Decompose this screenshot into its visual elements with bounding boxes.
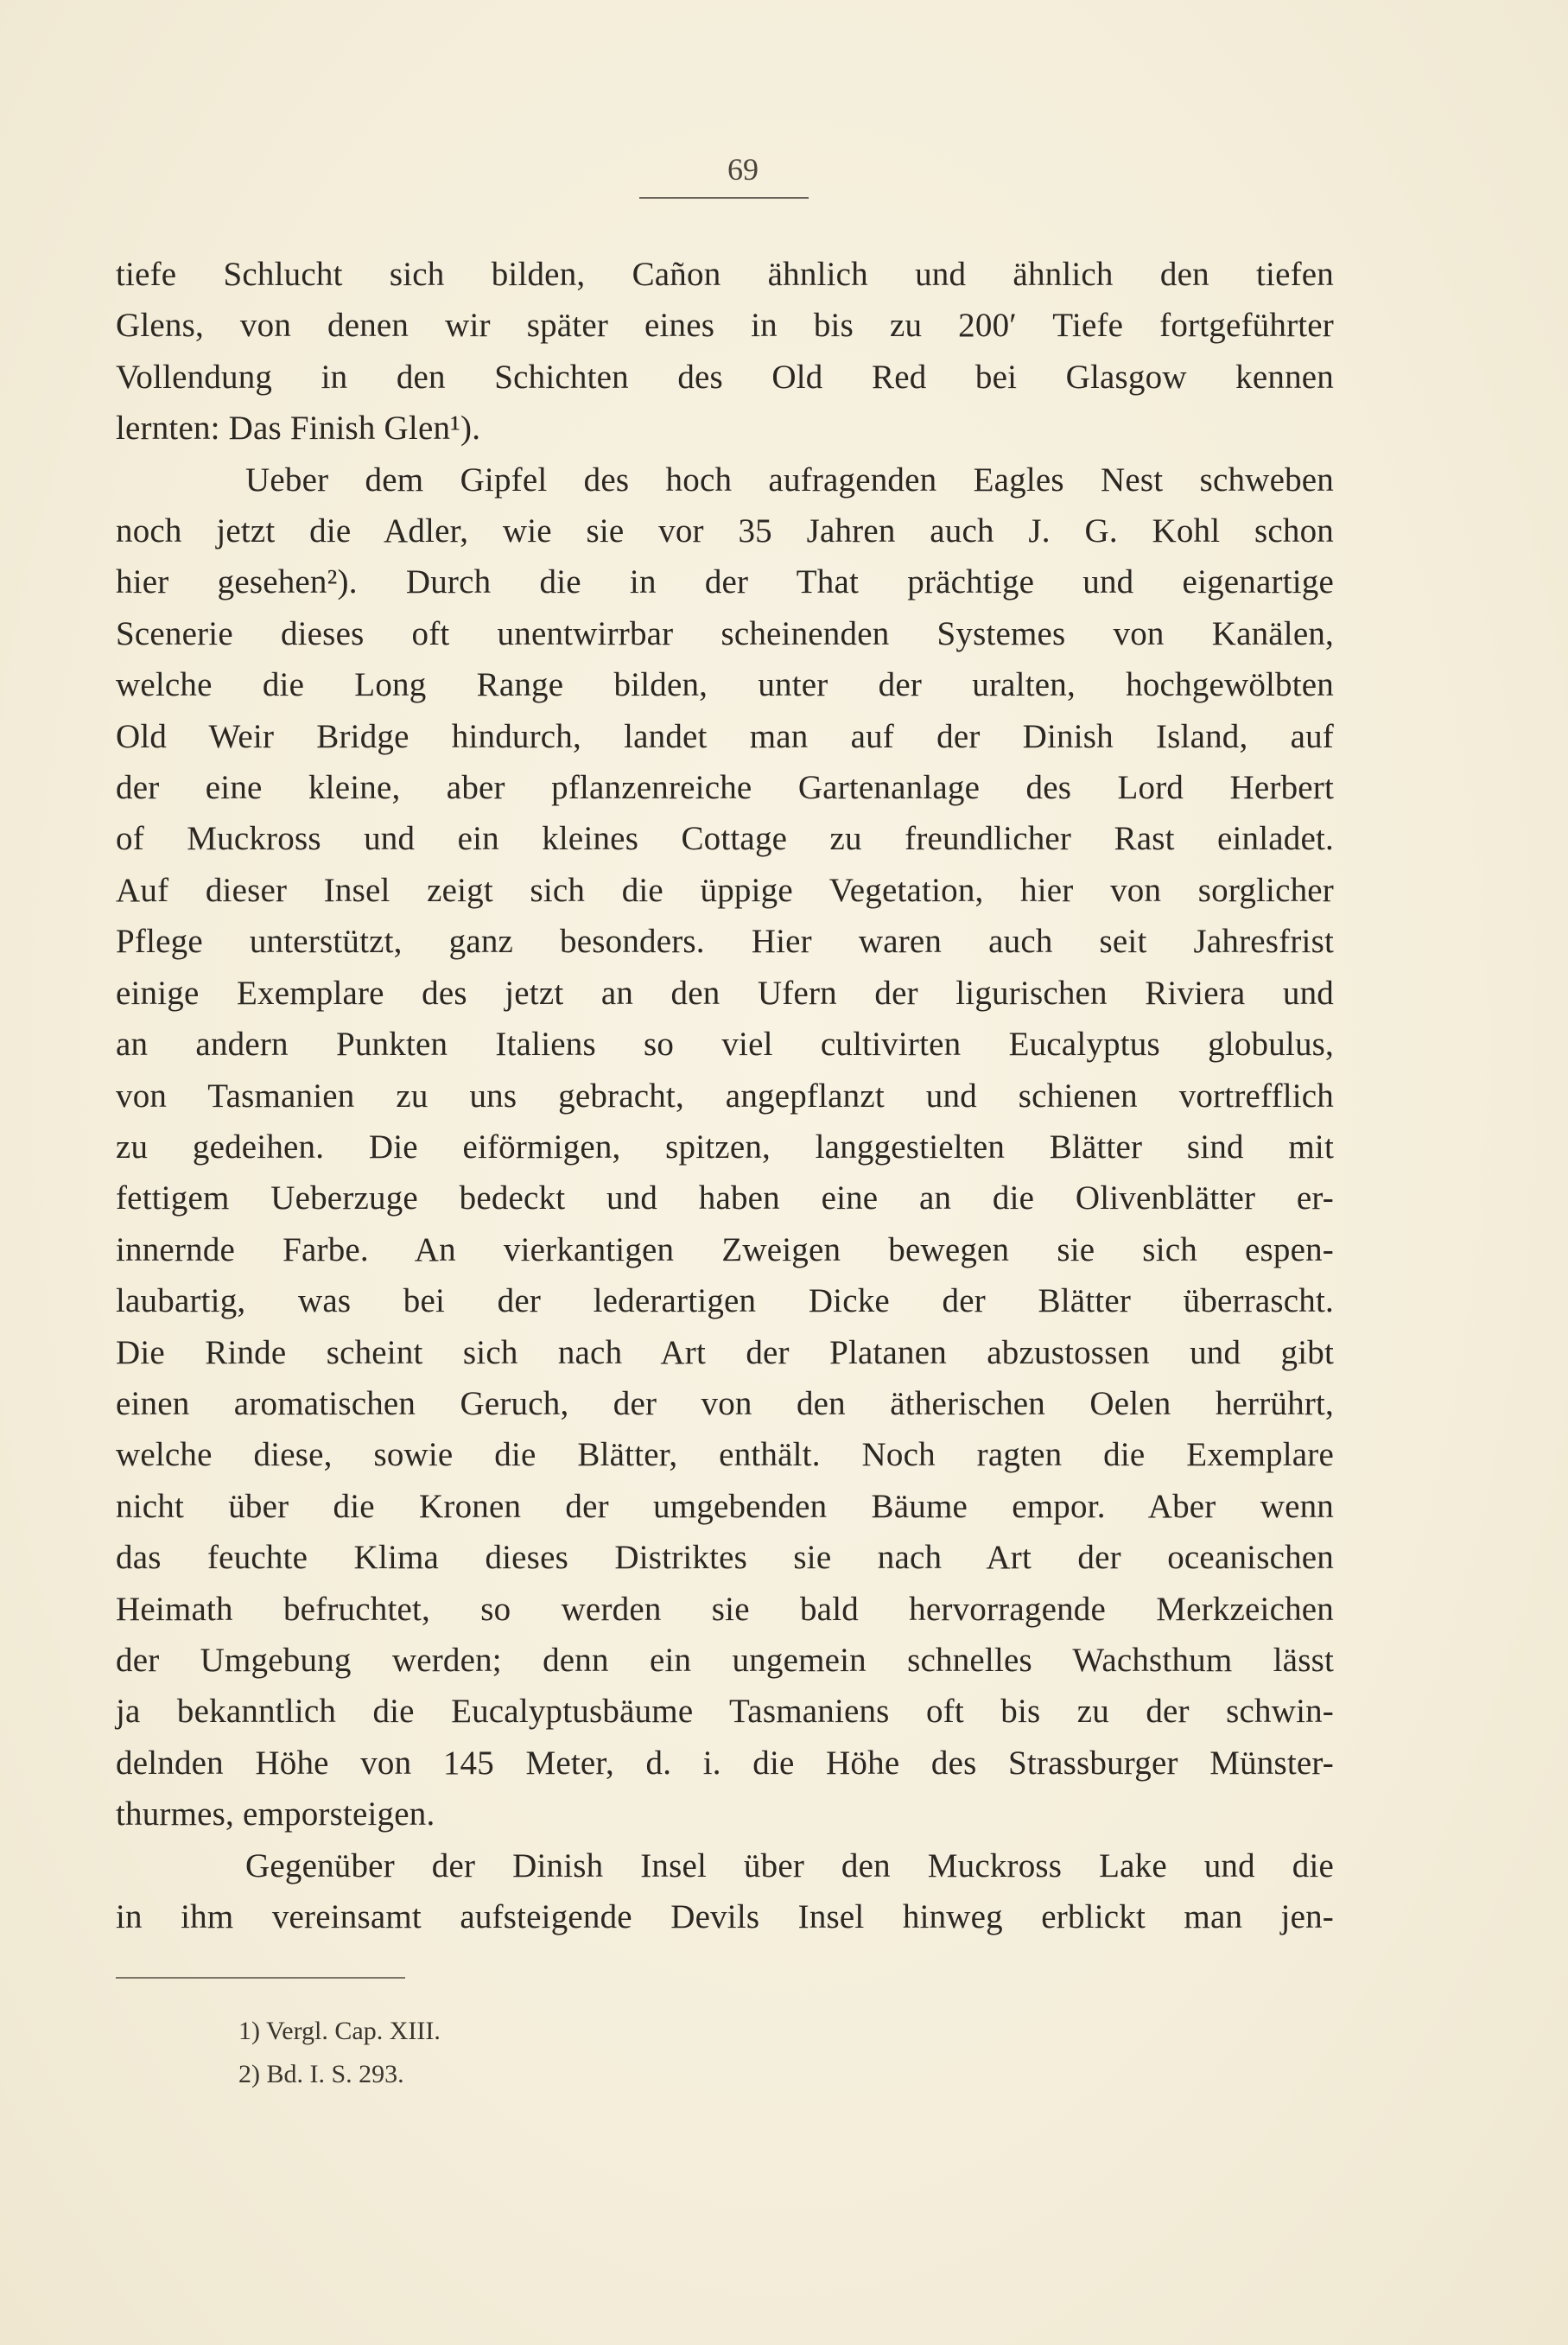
text-line: zu gedeihen. Die eiförmigen, spitzen, langgestielten Blätter sind mit (116, 1128, 1334, 1166)
text-line: von Tasmanien zu uns gebracht, angepflanzt und schienen vortrefflich (116, 1077, 1334, 1115)
text-line: Auf dieser Insel zeigt sich die üppige Vegetation, hier von sorglicher (116, 871, 1334, 909)
text-line: an andern Punkten Italiens so viel cultivirten Eucalyptus globulus, (116, 1026, 1334, 1064)
text-line: der eine kleine, aber pflanzenreiche Gartenanlage des Lord Herbert (116, 769, 1334, 807)
text-line: nicht über die Kronen der umgebenden Bäume empor. Aber wenn (116, 1487, 1334, 1525)
text-line: thurmes, emporsteigen. (116, 1795, 435, 1833)
text-line: laubartig, was bei der lederartigen Dicke der Blätter überrascht. (116, 1282, 1334, 1320)
footnote-rule (116, 1977, 405, 1979)
text-line: einen aromatischen Geruch, der von den ätherischen Oelen herrührt, (116, 1384, 1334, 1422)
text-line: hier gesehen²). Durch die in der That prächtige und eigenartige (116, 563, 1334, 601)
text-line: das feuchte Klima dieses Distriktes sie nach Art der oceanischen (116, 1539, 1334, 1577)
text-line: fettigem Ueberzuge bedeckt und haben eine an die Olivenblätter er- (116, 1179, 1334, 1217)
text-line: delnden Höhe von 145 Meter, d. i. die Höhe des Strassburger Münster- (116, 1744, 1334, 1782)
text-line: der Umgebung werden; denn ein ungemein schnelles Wachsthum lässt (116, 1641, 1334, 1679)
text-line: welche diese, sowie die Blätter, enthält. Noch ragten die Exemplare (116, 1436, 1334, 1474)
text-line: of Muckross und ein kleines Cottage zu freundlicher Rast einladet. (116, 820, 1334, 858)
text-line: Scenerie dieses oft unentwirrbar scheinenden Systemes von Kanälen, (116, 614, 1334, 652)
text-line: ja bekanntlich die Eucalyptusbäume Tasmaniens oft bis zu der schwin- (116, 1693, 1334, 1731)
header-rule (639, 197, 809, 199)
text-line: tiefe Schlucht sich bilden, Cañon ähnlich und ähnlich den tiefen (116, 256, 1334, 293)
footnote: 2) Bd. I. S. 293. (238, 2060, 404, 2088)
text-line: Gegenüber der Dinish Insel über den Muckross Lake und die (245, 1846, 1334, 1884)
text-line: noch jetzt die Adler, wie sie vor 35 Jahren auch J. G. Kohl schon (116, 512, 1334, 550)
footnotes (238, 2010, 843, 2096)
text-line: lernten: Das Finish Glen¹). (116, 410, 481, 448)
text-line: welche die Long Range bilden, unter der uralten, hochgewölbten (116, 666, 1334, 704)
text-line: in ihm vereinsamt aufsteigende Devils Insel hinweg erblickt man jen- (116, 1898, 1334, 1935)
text-line: Die Rinde scheint sich nach Art der Platanen abzustossen und gibt (116, 1333, 1334, 1371)
text-line: einige Exemplare des jetzt an den Ufern der ligurischen Riviera und (116, 974, 1334, 1012)
text-line: Pflege unterstützt, ganz besonders. Hier waren auch seit Jahresfrist (116, 923, 1334, 961)
text-line: Ueber dem Gipfel des hoch aufragenden Eagles Nest schweben (245, 461, 1334, 499)
footnote: 1) Vergl. Cap. XIII. (238, 2017, 441, 2045)
text-line: Old Weir Bridge hindurch, landet man auf der Dinish Island, auf (116, 717, 1334, 755)
text-line: Vollendung in den Schichten des Old Red bei Glasgow kennen (116, 358, 1334, 396)
text-line: Heimath befruchtet, so werden sie bald hervorragende Merkzeichen (116, 1590, 1334, 1628)
body-text (116, 249, 1334, 1942)
text-line: Glens, von denen wir später eines in bis zu 200′ Tiefe fortgeführter (116, 307, 1334, 345)
text-line: innernde Farbe. An vierkantigen Zweigen bewegen sie sich espen- (116, 1230, 1334, 1268)
page-number: 69 (727, 152, 759, 187)
